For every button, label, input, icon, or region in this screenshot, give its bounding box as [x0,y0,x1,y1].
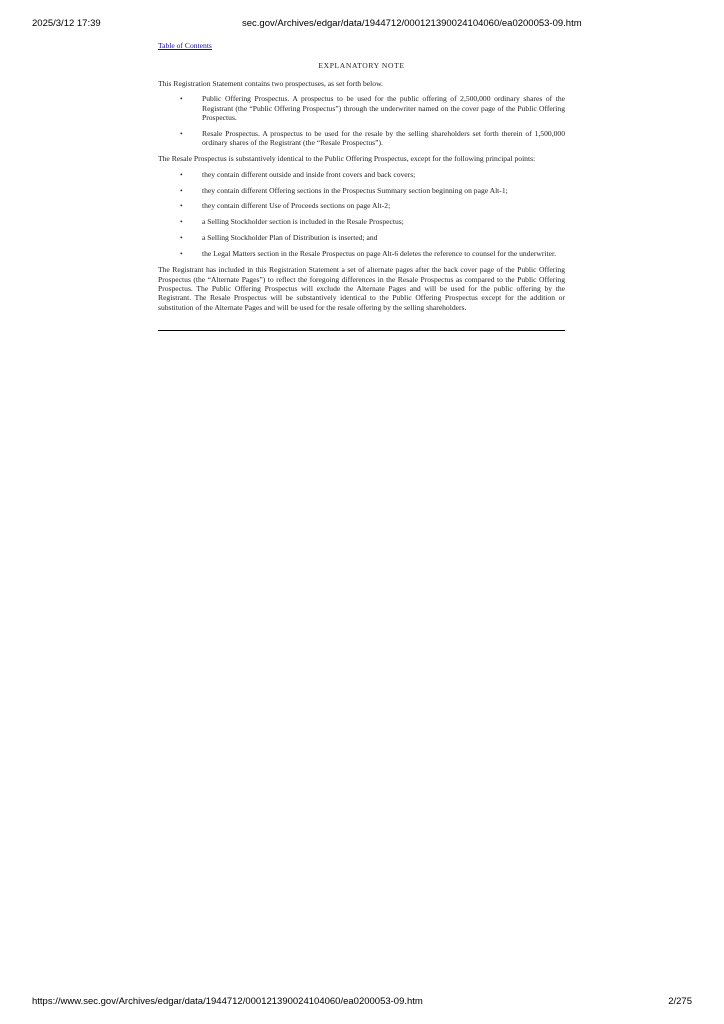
bullet-icon: • [180,249,183,259]
print-footer [32,996,692,1008]
list-item [158,249,565,258]
list-item-text: they contain different outside and inside front covers and back covers; [202,169,416,179]
bullet-icon: • [180,128,183,138]
print-header [32,18,692,30]
bullet-icon: • [180,185,183,195]
list-item [158,94,565,122]
bullet-icon: • [180,201,183,211]
comparison-paragraph: The Resale Prospectus is substantively identical to the Public Offering Prospectus, except for the following principal points: [158,154,536,164]
list-item-text: they contain different Offering sections in the Prospectus Summary section beginning on page Alt-1; [202,185,508,195]
print-header-url: sec.gov/Archives/edgar/data/1944712/000121390024104060/ea0200053-09.htm [242,18,582,29]
list-item [158,170,565,179]
differences-list [158,170,565,259]
list-item-text: they contain different Use of Proceeds sections on page Alt-2; [202,201,391,211]
list-item-text: a Selling Stockholder section is included in the Resale Prospectus; [202,217,404,227]
print-footer-url: https://www.sec.gov/Archives/edgar/data/1944712/000121390024104060/ea0200053-09.htm [32,996,423,1007]
list-item-text: Resale Prospectus. A prospectus to be used for the resale by the selling shareholders set forth therein of 1,500,000 ordinary shares of the Registrant (the “Resale Prospectus”). [202,128,565,148]
bullet-icon: • [180,233,183,243]
bullet-icon: • [180,169,183,179]
section-divider [158,330,565,331]
closing-paragraph: The Registrant has included in this Registration Statement a set of alternate pages after the back cover page of the Public Offering Prospectus (the “Alternate Pages”) to reflect the foregoing differences in the Resale Prospectus as compared to the Public Offering Prospectus. The Public Offering Prospectus will exclude the Alternate Pages and will be used for the public offering by the Registrant. The Resale Prospectus will be substantively identical to the Public Offering Prospectus except for the addition or substitution of the Alternate Pages and will be used for the resale offering by the selling shareholders. [158,265,565,312]
intro-paragraph: This Registration Statement contains two prospectuses, as set forth below. [158,78,383,88]
list-item [158,233,565,242]
list-item [158,217,565,226]
document-body [158,41,565,331]
list-item [158,186,565,195]
list-item-text: the Legal Matters section in the Resale Prospectus on page Alt-6 deletes the reference to counsel for the underwriter. [202,249,557,259]
bullet-icon: • [180,217,183,227]
list-item-text: a Selling Stockholder Plan of Distribution is inserted; and [202,233,378,243]
table-of-contents-link[interactable]: Table of Contents [158,41,212,50]
page-title: EXPLANATORY NOTE [318,61,405,71]
print-datetime: 2025/3/12 17:39 [32,18,101,29]
page-number: 2/275 [668,996,692,1007]
bullet-icon: • [180,94,183,104]
list-item-text: Public Offering Prospectus. A prospectus to be used for the public offering of 2,500,000 ordinary shares of the Registrant (the “Public Offering Prospectus”) through the underwriter named on the cover page of the Public Offering Prospectus. [202,94,565,123]
list-item [158,129,565,148]
prospectus-list [158,94,565,148]
list-item [158,201,565,210]
